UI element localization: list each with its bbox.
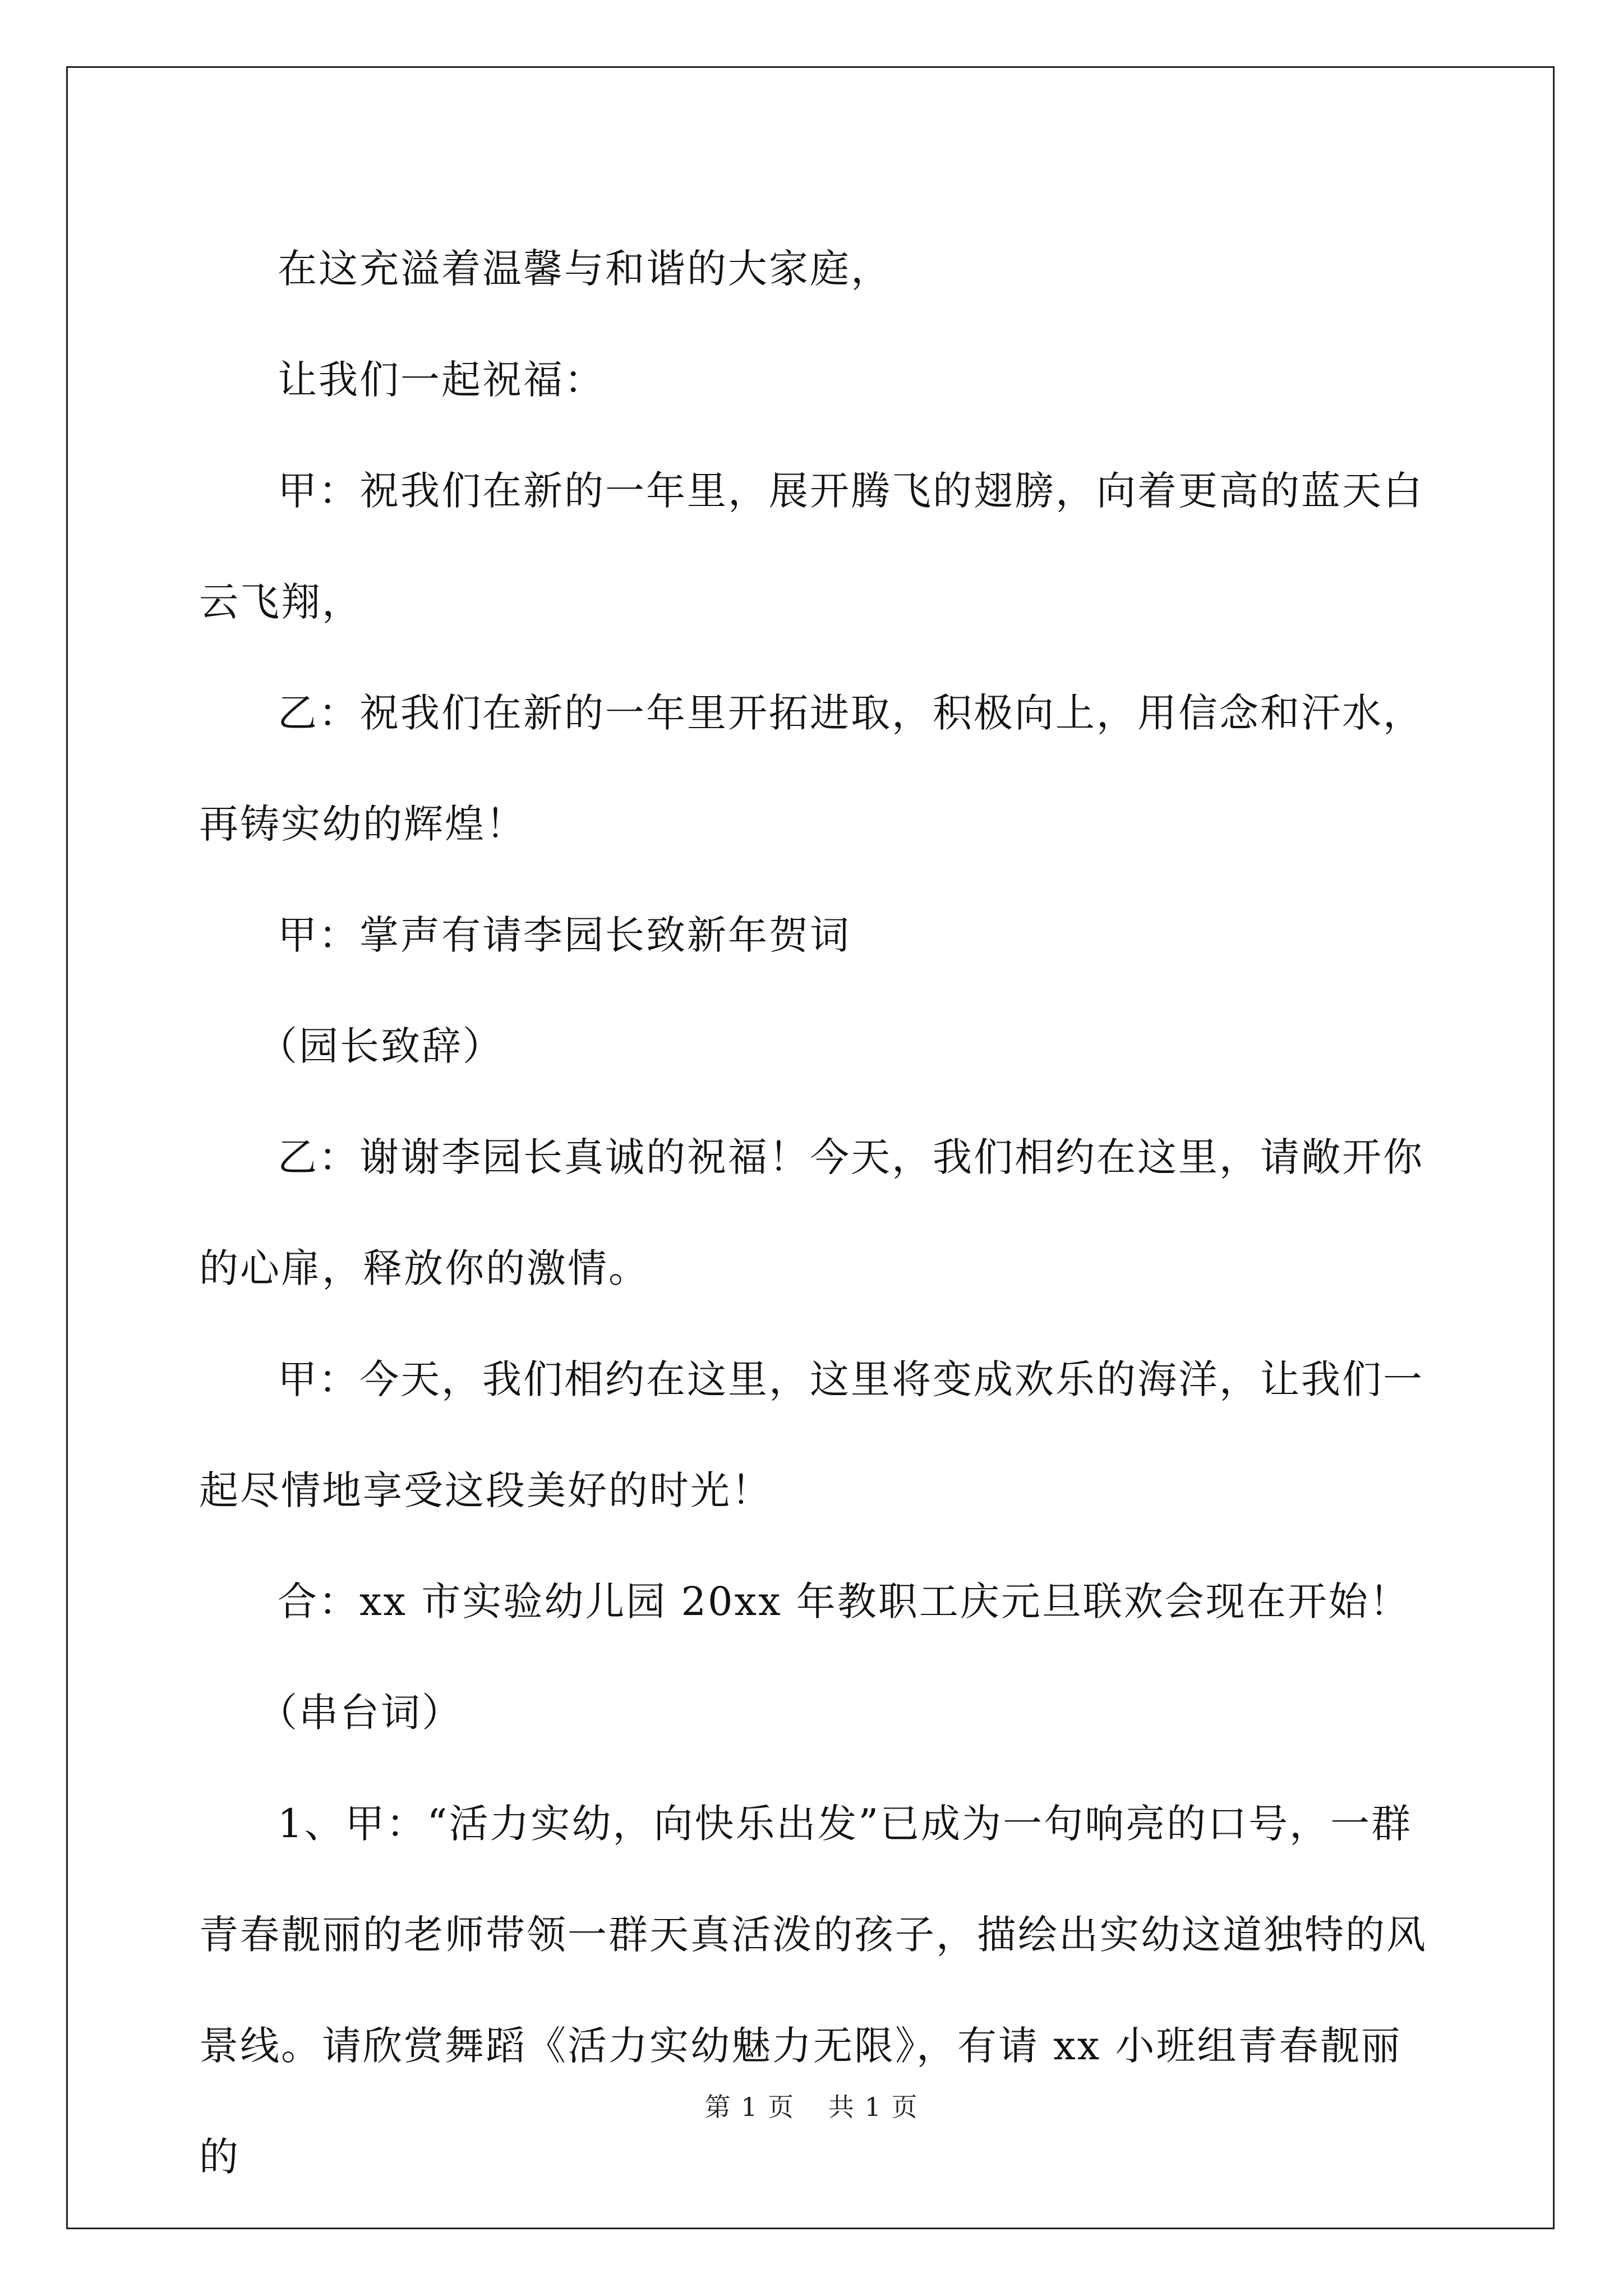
paragraph: 甲：今天，我们相约在这里，这里将变成欢乐的海洋，让我们一起尽情地享受这段美好的时光！ [199,1356,1424,1513]
paragraph: 合：xx 市实验幼儿园 20xx 年教职工庆元旦联欢会现在开始！ [278,1579,1410,1625]
paragraph: 在这充溢着温馨与和谐的大家庭， [278,246,892,292]
paragraph: 乙：谢谢李园长真诚的祝福！今天，我们相约在这里，请敞开你的心扉，释放你的激情。 [199,1134,1424,1291]
paragraph: 让我们一起祝福： [278,357,605,403]
paragraph: 1、甲：“活力实幼，向快乐出发”已成为一句响亮的口号，一群青春靓丽的老师带领一群天真活泼的孩子，描绘出实幼这道独特的风景线。请欣赏舞蹈《活力实幼魅力无限》，有请 xx 小班组青春靓丽的 [199,1801,1427,2180]
page-number: 第 1 页 [704,2092,795,2122]
page-footer [0,2087,1623,2124]
document-body [199,213,1430,2212]
paragraph: （串台词） [258,1690,463,1736]
paragraph: 乙：祝我们在新的一年里开拓进取，积极向上，用信念和汗水，再铸实幼的辉煌！ [199,690,1424,847]
paragraph: 甲：祝我们在新的一年里，展开腾飞的翅膀，向着更高的蓝天白云飞翔， [199,468,1424,625]
page-total: 共 1 页 [828,2092,919,2122]
paragraph: （园长致辞） [258,1023,504,1069]
paragraph: 甲：掌声有请李园长致新年贺词 [278,912,851,958]
